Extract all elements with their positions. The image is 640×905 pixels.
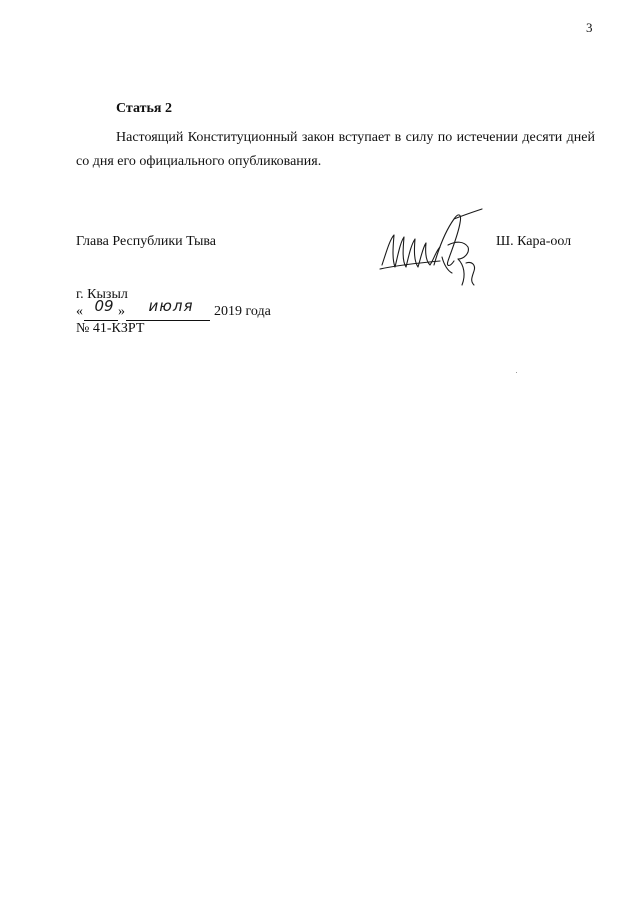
handwritten-day: 09 bbox=[94, 297, 114, 315]
article-heading: Статья 2 bbox=[116, 101, 172, 116]
handwritten-signature bbox=[378, 205, 490, 293]
quote-close: » bbox=[118, 304, 125, 319]
issue-year: 2019 года bbox=[214, 304, 271, 319]
signer-name: Ш. Кара-оол bbox=[496, 234, 572, 249]
handwritten-month: июля bbox=[148, 297, 194, 315]
article-body: Настоящий Конституционный закон вступает в силу по истечении десяти дней со дня его официального опубликования. bbox=[76, 130, 595, 169]
page-number: 3 bbox=[586, 20, 593, 35]
scan-speck bbox=[516, 372, 517, 373]
quote-open: « bbox=[76, 304, 83, 319]
document-number: № 41-КЗРТ bbox=[76, 321, 145, 336]
signer-title: Глава Республики Тыва bbox=[76, 234, 217, 249]
issue-place: г. Кызыл bbox=[76, 287, 128, 302]
